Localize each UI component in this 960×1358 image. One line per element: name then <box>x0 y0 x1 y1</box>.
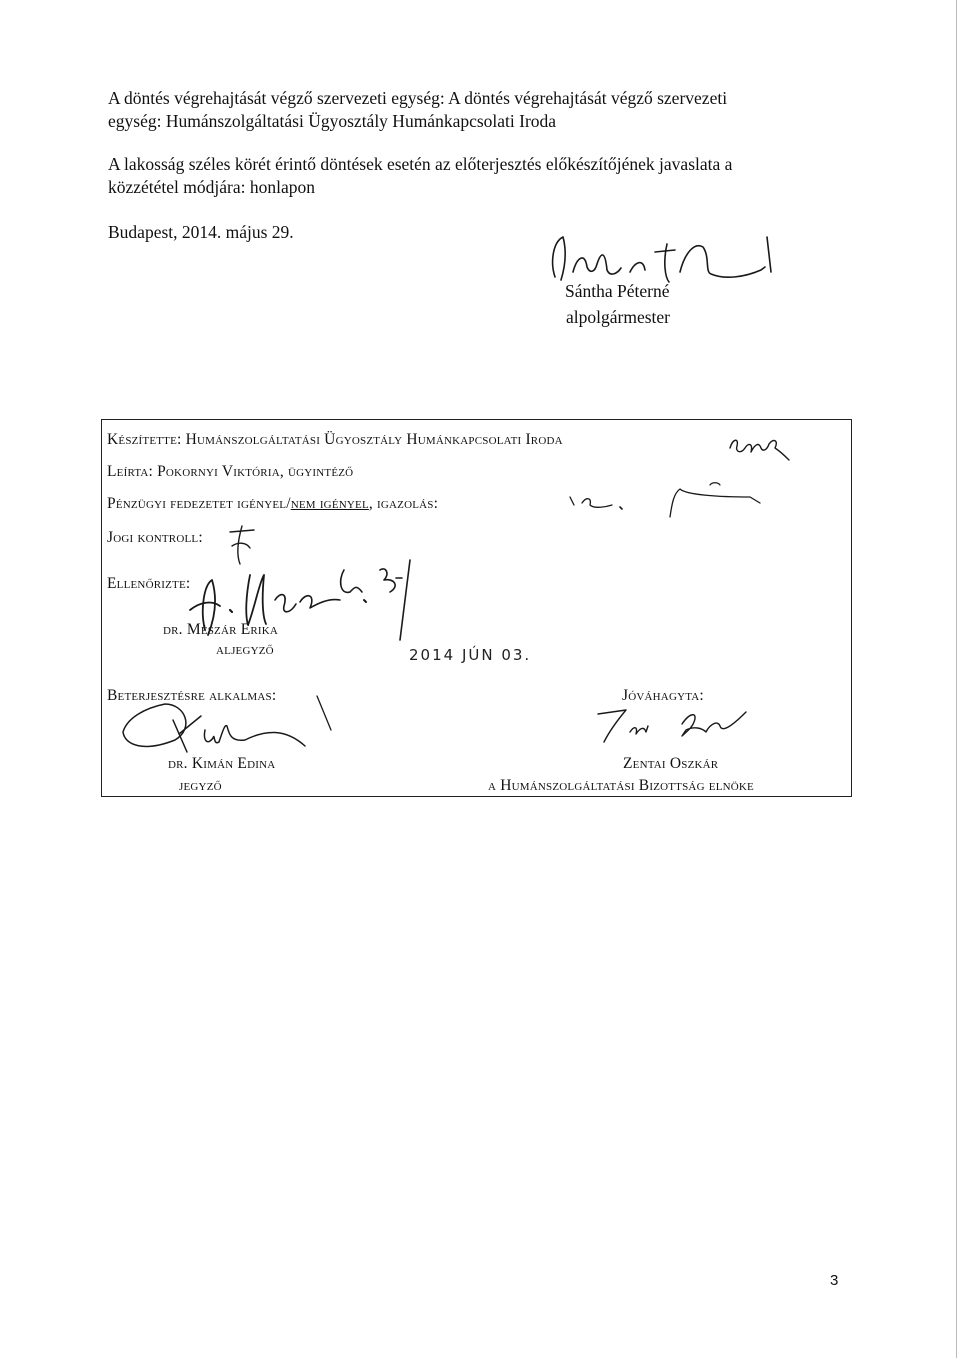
approver-name: Zentai Oszkár <box>623 755 719 772</box>
signature-zentai <box>590 702 750 747</box>
clerk-name: dr. Kimán Edina <box>168 755 276 772</box>
legal-control: Jogi kontroll: <box>107 529 203 546</box>
checker-name: dr. Mészár Erika <box>163 621 279 638</box>
written-by: Leírta: Pokornyi Viktória, ügyintéző <box>107 463 354 480</box>
funding-prefix: Pénzügyi fedezetet igényel/ <box>107 495 291 512</box>
signatory-name: Sántha Péterné <box>565 281 670 301</box>
public-line-1: A lakosság széles körét érintő döntések esetén az előterjesztés előkészítőjének javaslata a <box>108 154 733 174</box>
received-stamp: 2014 JÚN 03. <box>409 646 532 664</box>
initials-prepared <box>725 430 795 465</box>
page-number: 3 <box>830 1272 839 1289</box>
submit-label: Beterjesztésre alkalmas: <box>107 687 277 704</box>
approver-title: a Humánszolgáltatási Bizottság elnöke <box>488 777 754 794</box>
signatory-title: alpolgármester <box>566 307 670 327</box>
scan-edge-line <box>956 0 957 1358</box>
unit-line-1: A döntés végrehajtását végző szervezeti egység: A döntés végrehajtását végző szervezeti <box>108 88 728 108</box>
unit-line-2: egység: Humánszolgáltatási Ügyosztály Humánkapcsolati Iroda <box>108 111 557 131</box>
funding-suffix: , igazolás: <box>368 495 439 512</box>
initials-funding <box>560 475 780 525</box>
checker-title: aljegyző <box>216 641 274 658</box>
clerk-title: jegyző <box>179 777 222 794</box>
date-line: Budapest, 2014. május 29. <box>108 222 294 242</box>
approved-label: Jóváhagyta: <box>622 687 704 704</box>
prepared-by: Készítette: Humánszolgáltatási Ügyosztály Humánkapcsolati Iroda <box>107 431 563 448</box>
public-line-2: közzététel módjára: honlapon <box>108 177 316 197</box>
funding-line <box>107 495 438 513</box>
funding-struck: nem igényel <box>290 495 369 512</box>
checked-by: Ellenőrizte: <box>107 575 191 592</box>
